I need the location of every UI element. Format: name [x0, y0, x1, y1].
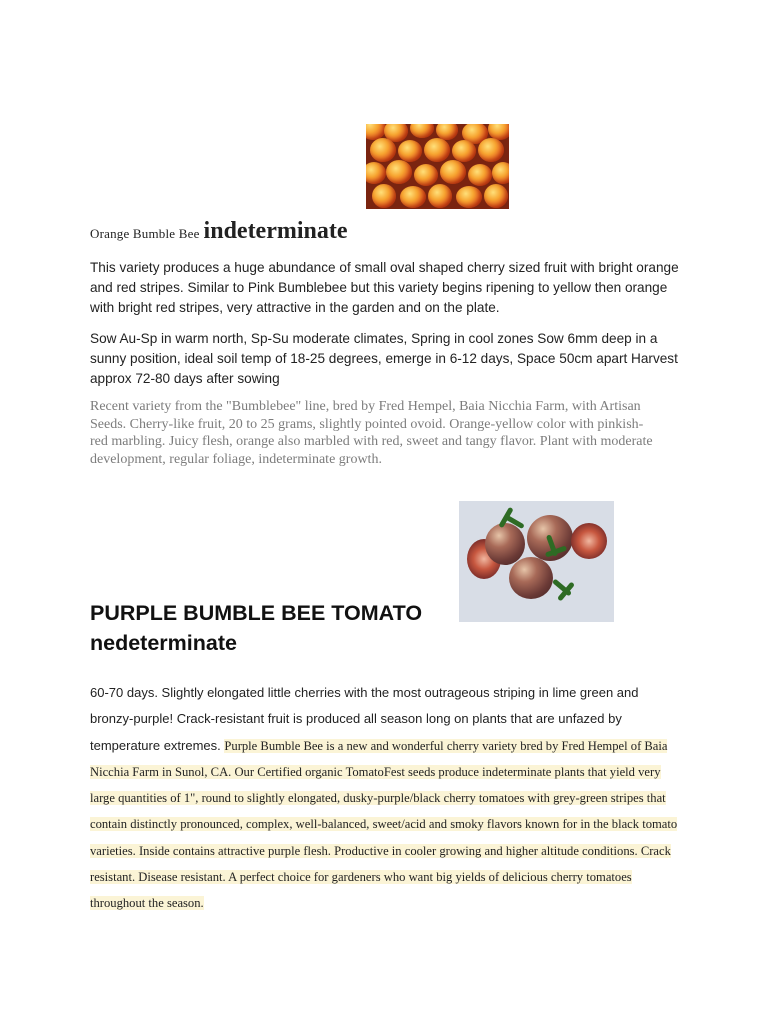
- orange-sowing-instructions: Sow Au-Sp in warm north, Sp-Su moderate climates, Spring in cool zones Sow 6mm deep in a sunny position, ideal soil temp of 18-25 degrees, emerge in 6-12 days, Space 50cm apart Harvest approx 72-80 days after sowing: [90, 331, 678, 386]
- purple-description: [90, 680, 680, 917]
- orange-variety-name: Orange Bumble Bee: [90, 226, 200, 241]
- purple-description-highlighted: Purple Bumble Bee is a new and wonderful cherry variety bred by Fred Hempel of Baia Nicchia Farm in Sunol, CA. Our Certified organic TomatoFest seeds produce indeterminate plants that yield very large quantities of 1", round to slightly elongated, dusky-purple/black cherry tomatoes with grey-green stripes that contain distinctly pronounced, complex, well-balanced, sweet/acid and smoky flavors known for in the black tomato varieties. Inside contains attractive purple flesh. Productive in cooler growing and higher altitude conditions. Crack resistant. Disease resistant. A perfect choice for gardeners who want big yields of delicious cherry tomatoes throughout the season.: [90, 738, 678, 911]
- orange-bumble-bee-photo: [366, 124, 509, 209]
- purple-bumble-bee-photo: [459, 501, 614, 622]
- purple-description-plain: 60-70 days. Slightly elongated little cherries with the most outrageous striping in lime green and bronzy-purple! Crack-resistant fruit is produced all season long on plants that are unfazed by temperature extremes.: [90, 685, 639, 753]
- orange-growth-type: indeterminate: [203, 218, 348, 244]
- orange-variety-notes: Recent variety from the "Bumblebee" line, bred by Fred Hempel, Baia Nicchia Farm, with Artisan Seeds. Cherry-like fruit, 20 to 25 grams, slightly pointed ovoid. Orange-yellow color with pinkish-red marbling. Juicy flesh, orange also marbled with red, sweet and tangy flavor. Plant with moderate development, regular foliage, indeterminate growth.: [90, 399, 653, 467]
- purple-title: PURPLE BUMBLE BEE TOMATO: [90, 601, 423, 625]
- orange-description: This variety produces a huge abundance of small oval shaped cherry sized fruit with bright orange and red stripes. Similar to Pink Bumblebee but this variety begins ripening to yellow then orange with bright red stripes, very attractive in the garden and on the plate.: [90, 260, 679, 315]
- orange-heading: [90, 218, 690, 245]
- purple-growth-type: nedeterminate: [90, 631, 237, 655]
